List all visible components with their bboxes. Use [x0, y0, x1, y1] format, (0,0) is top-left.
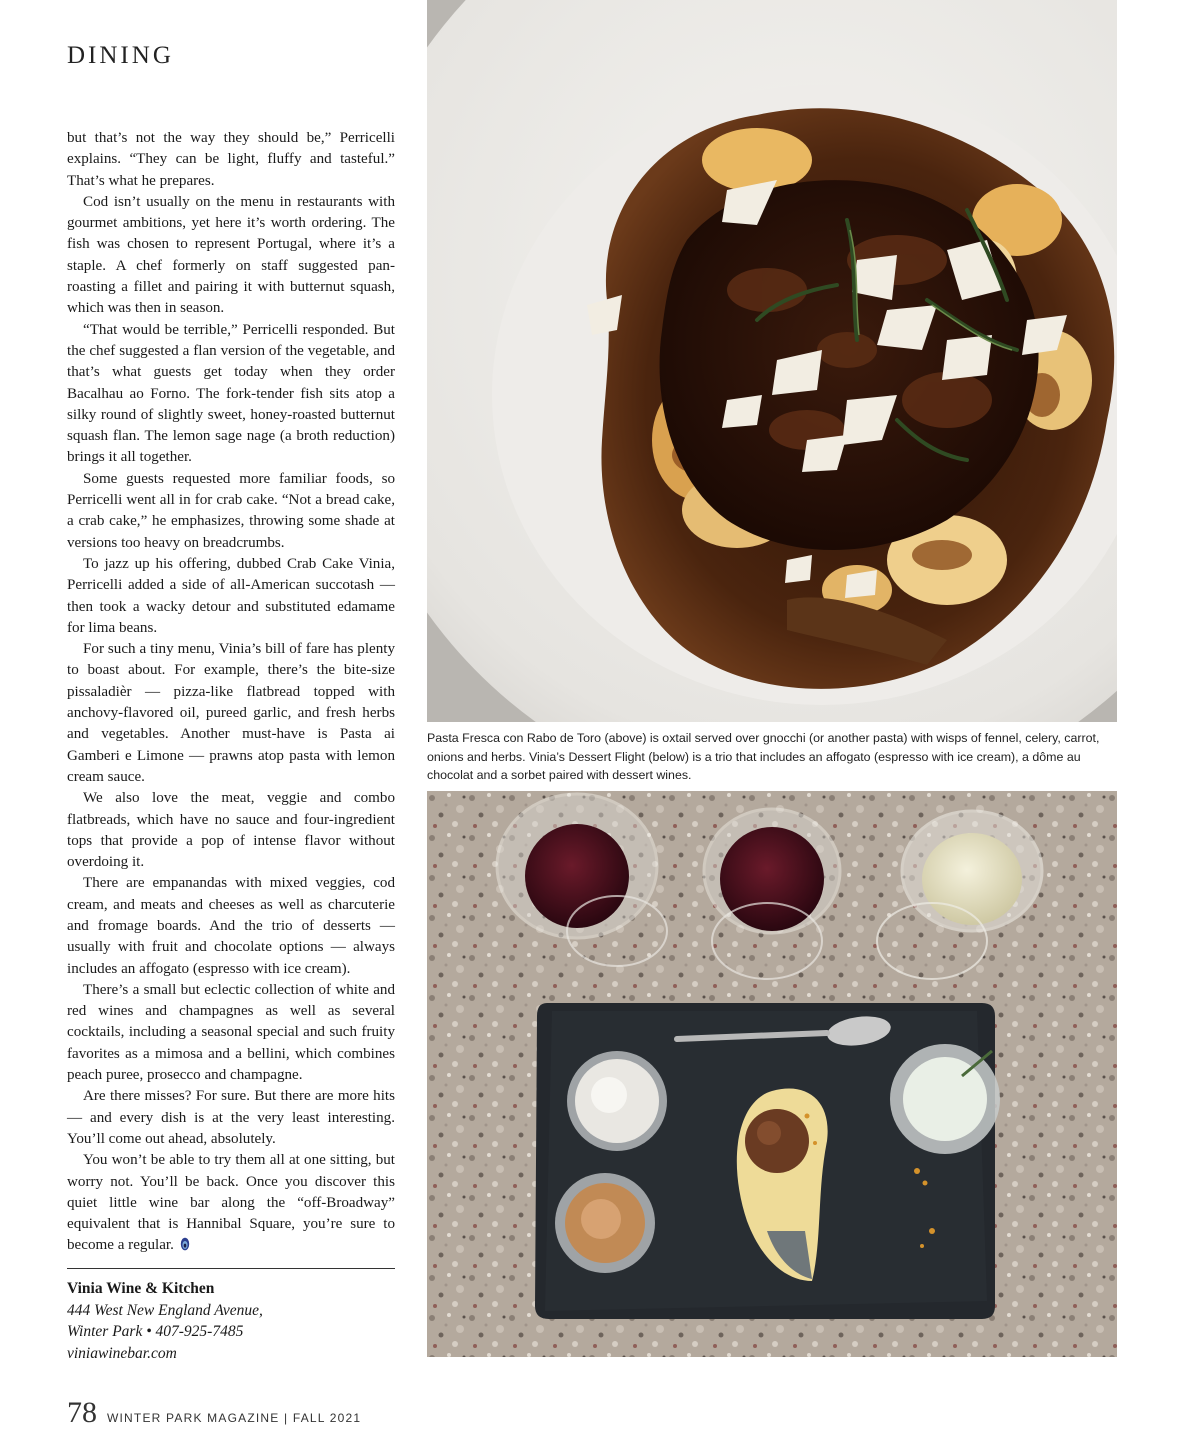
website-link[interactable]: viniawinebar.com [67, 1344, 177, 1362]
peacock-feather-icon [180, 1237, 190, 1251]
page-number: 78 [67, 1396, 97, 1429]
paragraph: For such a tiny menu, Vinia’s bill of fare has plenty to boast about. For example, there’s the bite-size pissaladièr — pizza-like flatbread topped with anchovy-flavored oil, pureed garlic, and fresh herbs and vegetables. Another must-have is Pasta ai Gamberi e Limone — prawns atop pasta with lemon cream sauce. [67, 641, 395, 785]
oxtail-pasta-photo [427, 0, 1117, 722]
article-body [67, 128, 395, 1257]
paragraph: There’s a small but eclectic collection of white and red wines and champagnes as well as several cocktails, including a seasonal special and such fruity favorites as a mimosa and a bellini, which combines peach puree, prosecco and champagne. [67, 981, 395, 1084]
paragraph: but that’s not the way they should be,” Perricelli explains. “They can be light, fluffy and tasteful.” That’s what he prepares. [67, 130, 395, 189]
paragraph: There are empanandas with mixed veggies, cod cream, and meats and cheeses as well as charcuterie and fromage boards. And the trio of desserts — usually with fruit and chocolate options — always includes an affogato (espresso with ice cream). [67, 875, 395, 977]
page-footer [67, 1398, 361, 1438]
photo-caption: Pasta Fresca con Rabo de Toro (above) is oxtail served over gnocchi (or another pasta) with wisps of fennel, celery, carrot, onions and herbs. Vinia’s Dessert Flight (below) is a trio that includes an affogato (espresso with ice cream), a dôme au chocolat and a sorbet paired with dessert wines. [427, 731, 1100, 782]
paragraph: Cod isn’t usually on the menu in restaurants with gourmet ambitions, yet here it’s worth ordering. The fish was chosen to represent Portugal, where it’s a staple. A chef formerly on staff suggested pan-roasting a fillet and pairing it with butternut squash, which was then in season. [67, 193, 395, 317]
paragraph: To jazz up his offering, dubbed Crab Cake Vinia, Perricelli added a side of all-American succotash — then took a wacky detour and substituted edamame for lima beans. [67, 555, 395, 636]
paragraph: “That would be terrible,” Perricelli responded. But the chef suggested a flan version of the vegetable, and that’s what guests get today when they order Bacalhau ao Forno. The fork-tender fish sits atop a silky round of slightly sweet, honey-roasted butternut squash flan. The lemon sage nage (a broth reduction) brings it all together. [67, 321, 395, 466]
section-title: DINING [67, 42, 174, 69]
restaurant-info [67, 1278, 395, 1364]
publication-name: WINTER PARK MAGAZINE | FALL 2021 [107, 1411, 362, 1425]
last-paragraph [67, 1150, 395, 1256]
dessert-flight-photo [427, 791, 1117, 1357]
restaurant-name: Vinia Wine & Kitchen [67, 1280, 215, 1297]
paragraph: Are there misses? For sure. But there are more hits — and every dish is at the very least interesting. You’ll come out ahead, absolutely. [67, 1088, 395, 1147]
city-phone-line: Winter Park • 407-925-7485 [67, 1323, 244, 1340]
divider [67, 1268, 395, 1269]
address-line: 444 West New England Avenue, [67, 1301, 263, 1319]
paragraph: We also love the meat, veggie and combo flatbreads, which have no sauce and four-ingredient tops that provide a pop of intense flavor without overdoing it. [67, 790, 395, 871]
paragraph: Some guests requested more familiar foods, so Perricelli went all in for crab cake. “Not a bread cake, a crab cake,” he emphasizes, throwing some shade at versions too heavy on breadcrumbs. [67, 470, 395, 551]
paragraph-text: You won’t be able to try them all at one sitting, but worry not. You’ll be back. Once you discover this quiet little wine bar along the “off-Broadway” equivalent that is Hannibal Square, you’re sure to become a regular. [67, 1152, 395, 1254]
